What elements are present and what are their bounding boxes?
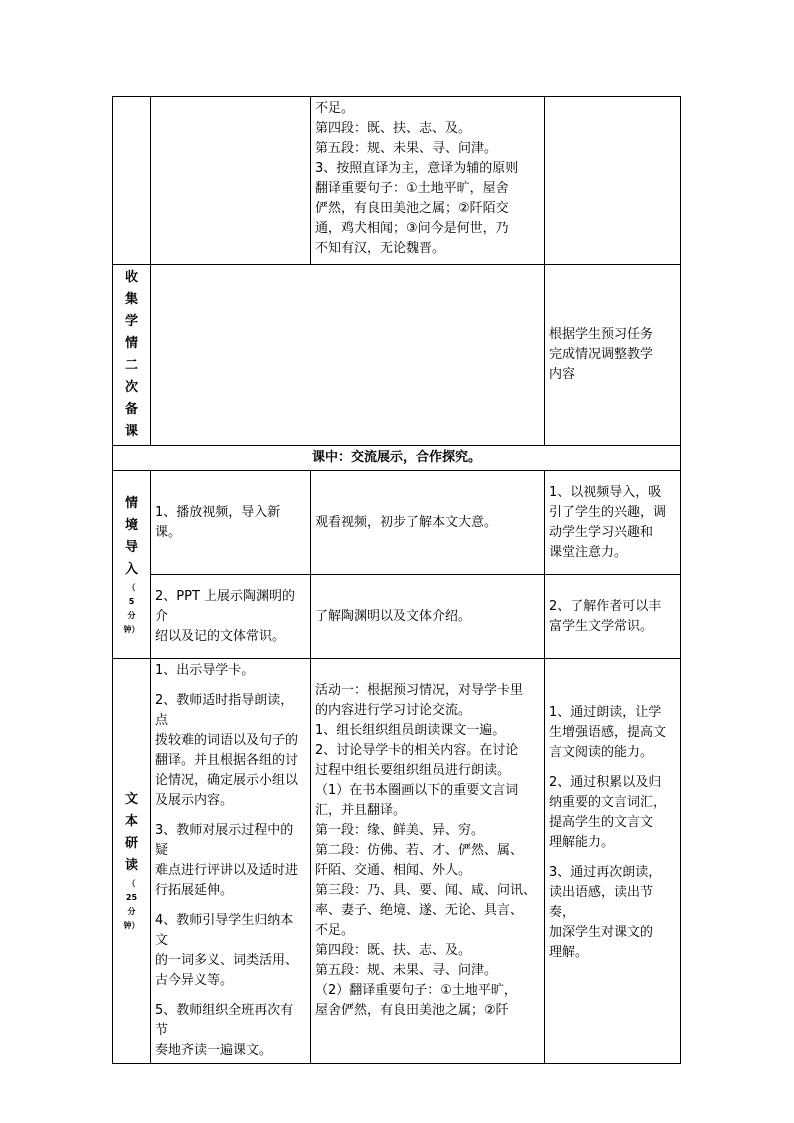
- label-cell-empty: [113, 97, 151, 265]
- label-char: 课: [124, 424, 138, 439]
- text-line: 第二段：仿佛、若、才、俨然、属、: [315, 843, 524, 858]
- text-line: 提高学生的文言文: [549, 815, 654, 830]
- text-line: 2、PPT 上展示陶渊明的介: [155, 588, 296, 624]
- intro-intent-1: [545, 471, 681, 575]
- label-char: 境: [124, 517, 138, 533]
- label-char: 文: [124, 792, 138, 807]
- text-line: 内容: [549, 367, 576, 382]
- text-line: 行拓展延伸。: [155, 883, 234, 898]
- intro-student-2: 了解陶渊明以及文体介绍。: [311, 575, 545, 659]
- text-line: 过程中组长要组织组员进行朗读。: [315, 763, 511, 778]
- text-line: （1）在书本圈画以下的重要文言词: [315, 783, 519, 798]
- intro-teacher-2: [151, 575, 311, 659]
- label-char: 收: [124, 270, 138, 285]
- text-line: 翻译重要句子：①土地平旷，屋舍: [315, 181, 509, 196]
- text-line: 纳重要的文言词汇，: [549, 795, 667, 810]
- section-banner-row: [113, 446, 681, 471]
- text-line: 4、教师引导学生归纳本文: [155, 913, 294, 948]
- collect-row: [113, 265, 681, 446]
- label-char: 钟）: [123, 921, 140, 930]
- text-line: 活动一：根据预习情况，对导学卡里: [315, 683, 524, 698]
- text-line: 2、教师适时指导朗读，点: [155, 693, 294, 728]
- text-line: 动学生学习兴趣和: [549, 524, 654, 540]
- text-line: 奏地齐读一遍课文。: [155, 1043, 273, 1058]
- text-line: 第四段：既、扶、志、及。: [315, 121, 472, 136]
- text-line: 2、讨论导学卡的相关内容。在讨论: [315, 743, 519, 758]
- intro-intent-2: [545, 575, 681, 659]
- student-activity-cell: [311, 97, 545, 265]
- label-char: 25: [125, 893, 138, 902]
- label-char: 入: [124, 561, 138, 577]
- intent-cell-empty: [545, 97, 681, 265]
- text-line: 富学生文学常识。: [549, 618, 654, 634]
- text-line: 2、了解作者可以丰: [549, 598, 662, 614]
- text-line: 古今异义等。: [155, 973, 234, 988]
- label-char: 导: [124, 539, 138, 555]
- text-line: 率、妻子、绝境、遂、无论、具言、: [315, 903, 524, 918]
- spacer: [549, 763, 676, 773]
- label-char: 二: [124, 358, 138, 373]
- continuation-row: [113, 97, 681, 265]
- collect-label: [113, 265, 151, 446]
- text-line: 翻译。并且根据各组的讨: [155, 753, 299, 768]
- spacer: [155, 901, 306, 911]
- text-line: 3、按照直译为主，意译为辅的原则: [315, 161, 519, 176]
- text-line: 论情况，确定展示小组以: [155, 773, 299, 788]
- text-line: 通，鸡犬相闻；③问今是何世，乃: [315, 221, 509, 236]
- text-line: 的内容进行学习讨论交流。: [315, 703, 472, 718]
- text-line: 绍以及记的文体常识。: [155, 628, 286, 644]
- text-line: 2、通过积累以及归: [549, 775, 662, 790]
- study-label: [113, 659, 151, 1064]
- text-line: 第五段：规、未果、寻、问津。: [315, 963, 498, 978]
- text-line: 及展示内容。: [155, 793, 234, 808]
- text-line: 汇，并且翻译。: [315, 803, 407, 818]
- collect-content-empty: [151, 265, 545, 446]
- label-char: 读: [124, 858, 138, 873]
- text-line: 的一词多义、词类活用、: [155, 953, 299, 968]
- spacer: [155, 991, 306, 1001]
- text-line: 阡陌、交通、相闻、外人。: [315, 863, 472, 878]
- label-char: 次: [124, 380, 138, 395]
- collect-note: [545, 265, 681, 446]
- text-line: 不足。: [315, 101, 355, 116]
- study-student: [311, 659, 545, 1064]
- label-char: 学: [124, 314, 138, 329]
- text-line: （2）翻译重要句子：①土地平旷，: [315, 983, 517, 998]
- label-char: 分: [127, 907, 136, 916]
- text-line: 1、以视频导入，吸: [549, 484, 662, 500]
- lesson-plan-table: [112, 96, 681, 1064]
- text-line: 5、教师组织全班再次有节: [155, 1003, 294, 1038]
- spacer: [155, 681, 306, 691]
- text-line: 生增强语感，提高文: [549, 725, 667, 740]
- intro-student-1: 观看视频，初步了解本文大意。: [311, 471, 545, 575]
- text-line: 第五段：规、未果、寻、问津。: [315, 141, 498, 156]
- text-line: 1、组长组织组员朗读课文一遍。: [315, 723, 506, 738]
- label-char: 备: [124, 402, 138, 417]
- label-char: （: [127, 879, 136, 888]
- intro-row-1: [113, 471, 681, 575]
- study-teacher: [151, 659, 311, 1064]
- text-line: 3、教师对展示过程中的疑: [155, 823, 294, 858]
- text-line: 理解。: [549, 945, 589, 960]
- text-line: 屋舍俨然，有良田美池之属；②阡: [315, 1003, 509, 1018]
- text-line: 加深学生对课文的: [549, 925, 654, 940]
- study-intent: [545, 659, 681, 1064]
- label-char: 情: [124, 495, 138, 511]
- intro-teacher-1: 1、播放视频，导入新课。: [151, 471, 311, 575]
- label-char: 本: [124, 814, 138, 829]
- text-line: 1、通过朗读，让学: [549, 705, 662, 720]
- section-banner: 课中：交流展示，合作探究。: [113, 446, 681, 471]
- label-char: 研: [124, 836, 138, 851]
- label-char: 5: [128, 596, 135, 606]
- label-char: （: [127, 582, 136, 592]
- label-char: 情: [124, 336, 138, 351]
- text-line: 理解能力。: [549, 835, 615, 850]
- text-line: 第一段：缘、鲜美、异、穷。: [315, 823, 485, 838]
- text-line: 俨然，有良田美池之属；②阡陌交: [315, 201, 509, 216]
- text-line: 课堂注意力。: [549, 544, 628, 560]
- text-line: 难点进行评讲以及适时进: [155, 863, 299, 878]
- label-char: 集: [124, 292, 138, 307]
- text-line: 拨较难的词语以及句子的: [155, 733, 299, 748]
- label-char: 钟）: [123, 624, 140, 634]
- text-line: 1、出示导学卡。: [155, 663, 255, 678]
- text-line: 言文阅读的能力。: [549, 745, 654, 760]
- text-line: 完成情况调整教学: [549, 347, 654, 362]
- study-row: [113, 659, 681, 1064]
- text-line: 不足。: [315, 923, 355, 938]
- text-line: 不知有汉，无论魏晋。: [315, 241, 446, 256]
- spacer: [155, 811, 306, 821]
- intro-row-2: [113, 575, 681, 659]
- text-line: 根据学生预习任务: [549, 327, 654, 342]
- text-line: 引了学生的兴趣，调: [549, 504, 667, 520]
- teacher-cell-empty: [151, 97, 311, 265]
- text-line: 3、通过再次朗读，: [549, 865, 662, 880]
- label-char: 分: [127, 610, 136, 620]
- text-line: 第三段：乃、具、要、闻、咸、问讯、: [315, 883, 537, 898]
- text-line: 读出语感，读出节奏，: [549, 885, 654, 920]
- text-line: 第四段：既、扶、志、及。: [315, 943, 472, 958]
- spacer: [549, 853, 676, 863]
- intro-label: [113, 471, 151, 659]
